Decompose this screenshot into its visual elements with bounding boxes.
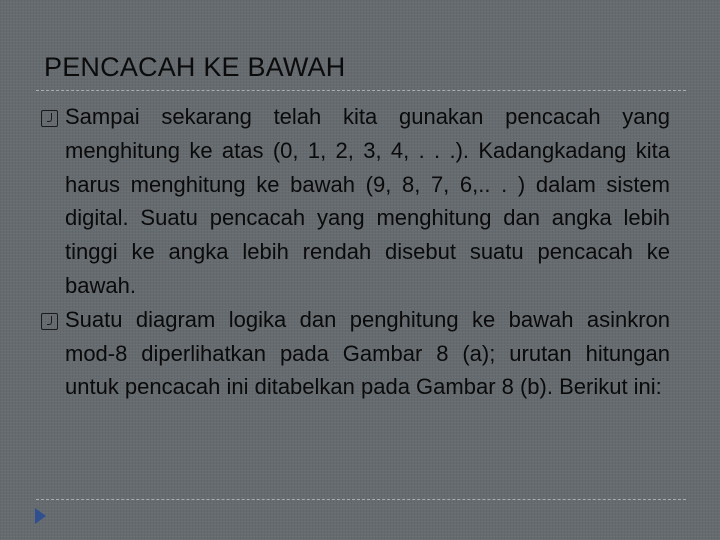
bullet-text: Suatu diagram logika dan penghitung ke bawah asinkron mod-8 diperlihatkan pada Gambar 8 (a); urutan hitungan untuk pencacah ini ditabelkan pada Gambar 8 (b). Berikut ini: xyxy=(65,306,670,400)
title-divider xyxy=(36,90,686,91)
slide-body xyxy=(36,100,670,404)
square-bullet-icon xyxy=(41,110,58,127)
bullet-item xyxy=(36,303,670,404)
bullet-text: Sampai sekarang telah kita gunakan pencacah yang menghitung ke atas (0, 1, 2, 3, 4, . . .). Kadangkadang kita harus menghitung ke bawah (9, 8, 7, 6,.. . ) dalam sistem digital. Suatu pencacah yang menghitung dan angka lebih tinggi ke angka lebih rendah disebut suatu pencacah ke bawah. xyxy=(65,104,670,298)
play-triangle-icon[interactable] xyxy=(35,508,46,524)
square-bullet-icon xyxy=(41,313,58,330)
slide-title: PENCACAH KE BAWAH xyxy=(44,52,346,82)
bullet-item xyxy=(36,100,670,303)
footer-divider xyxy=(36,499,686,500)
